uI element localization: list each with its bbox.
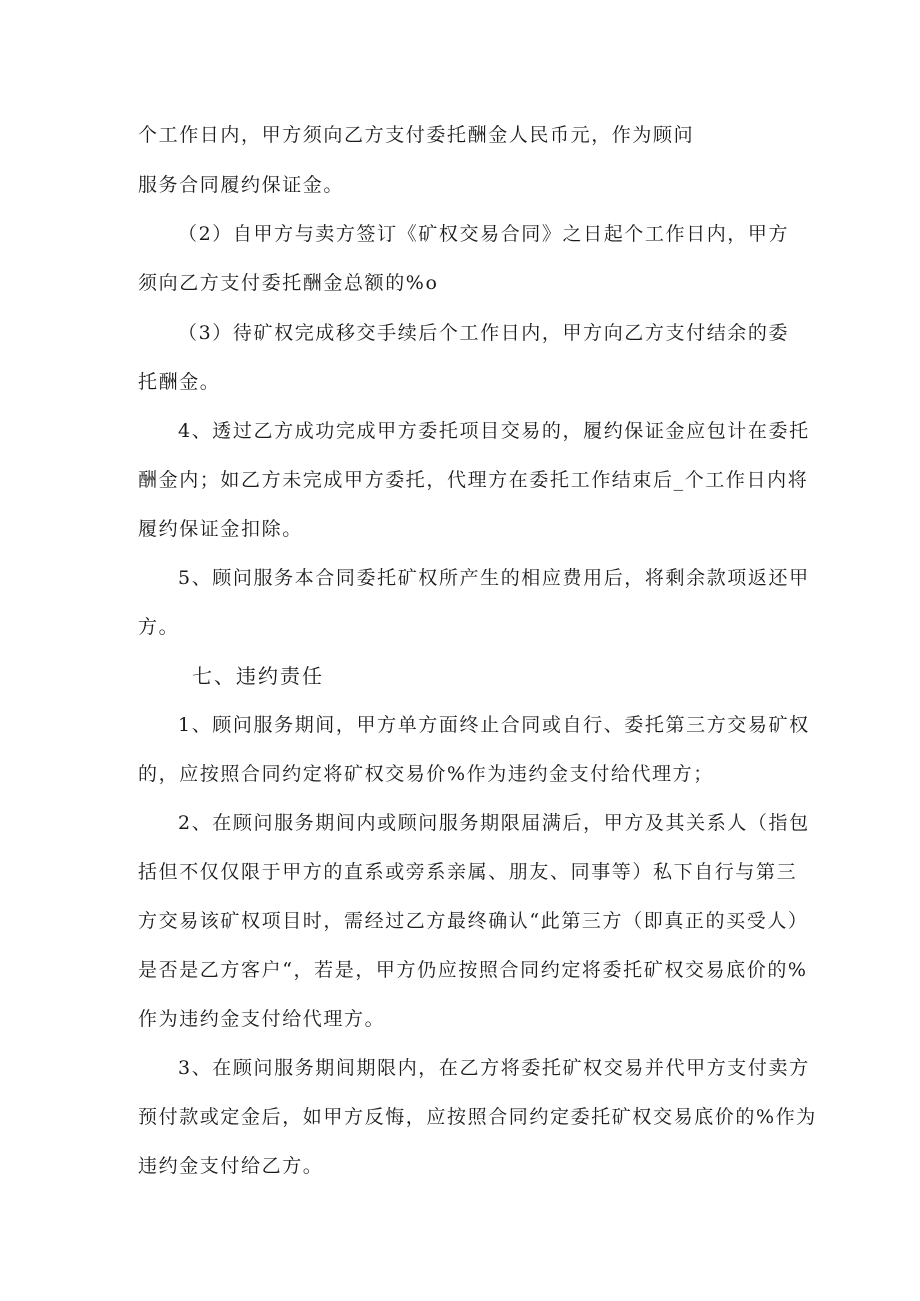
text-line-13: 1、顾问服务期间，甲方单方面终止合同或自行、委托第三方交易矿权 bbox=[178, 714, 810, 736]
text-line-21: 预付款或定金后，如甲方反悔，应按照合同约定委托矿权交易底价的%作为 bbox=[138, 1106, 817, 1128]
text-line-9: 履约保证金扣除。 bbox=[138, 518, 303, 540]
text-line-5: （3）待矿权完成移交手续后个工作日内，甲方向乙方支付结余的委 bbox=[178, 322, 790, 344]
text-line-8: 酬金内；如乙方未完成甲方委托，代理方在委托工作结束后_个工作日内将 bbox=[138, 469, 809, 491]
text-line-6: 托酬金。 bbox=[138, 371, 221, 393]
text-line-16: 括但不仅仅限于甲方的直系或旁系亲属、朋友、同事等）私下自行与第三 bbox=[138, 861, 798, 883]
text-line-15: 2、在顾问服务期间内或顾问服务期限届满后，甲方及其关系人（指包 bbox=[178, 812, 810, 834]
section-heading-breach-liability: 七、违约责任 bbox=[192, 664, 324, 688]
text-line-20: 3、在顾问服务期间期限内，在乙方将委托矿权交易并代甲方支付卖方 bbox=[178, 1057, 810, 1079]
text-line-18: 是否是乙方客户“，若是，甲方仍应按照合同约定将委托矿权交易底价的% bbox=[138, 959, 808, 981]
text-line-10: 5、顾问服务本合同委托矿权所产生的相应费用后，将剩余款项返还甲 bbox=[178, 567, 810, 589]
text-line-4: 须向乙方支付委托酬金总额的%o bbox=[138, 272, 439, 294]
text-line-17: 方交易该矿权项目时，需经过乙方最终确认“此第三方（即真正的买受人） bbox=[138, 910, 809, 932]
text-line-14: 的，应按照合同约定将矿权交易价%作为违约金支付给代理方； bbox=[138, 763, 714, 785]
text-line-22: 违约金支付给乙方。 bbox=[138, 1155, 324, 1177]
text-line-11: 方。 bbox=[138, 616, 180, 638]
text-line-2: 服务合同履约保证金。 bbox=[138, 174, 345, 196]
text-line-3: （2）自甲方与卖方签订《矿权交易合同》之日起个工作日内，甲方 bbox=[178, 223, 790, 245]
text-line-19: 作为违约金支付给代理方。 bbox=[138, 1008, 386, 1030]
text-line-7: 4、透过乙方成功完成甲方委托项目交易的，履约保证金应包计在委托 bbox=[178, 420, 810, 442]
text-line-1: 个工作日内，甲方须向乙方支付委托酬金人民币元，作为顾问 bbox=[138, 124, 695, 146]
